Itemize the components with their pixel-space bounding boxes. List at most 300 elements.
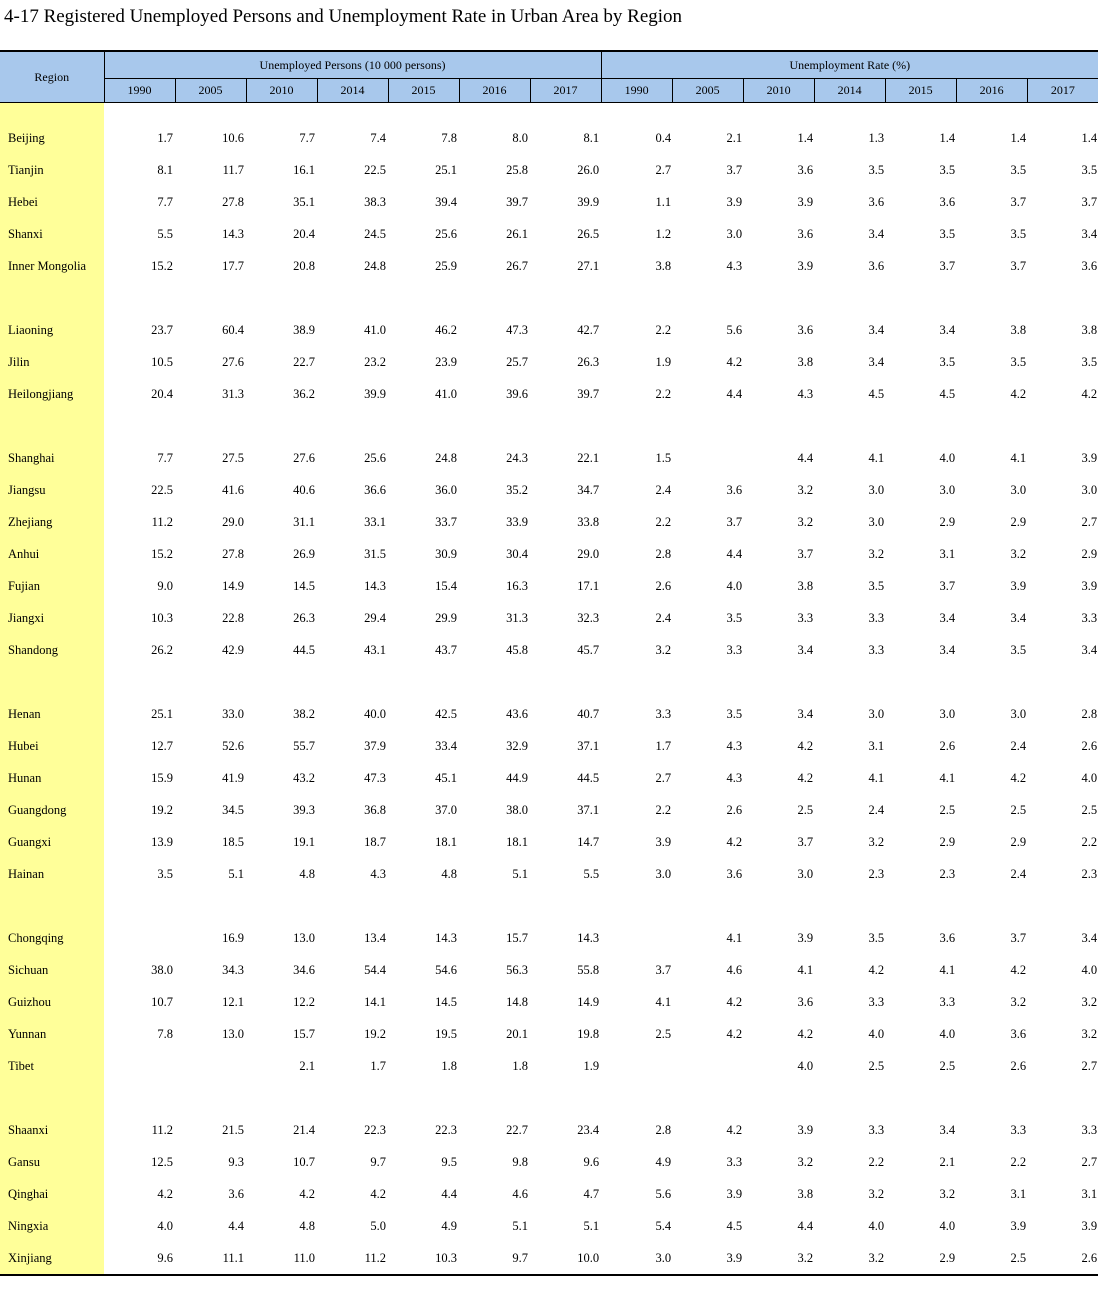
rate-value-cell: 3.2 bbox=[797, 514, 814, 529]
rate-value-cell: 4.2 bbox=[726, 1122, 743, 1137]
persons-value-cell: 21.4 bbox=[293, 1122, 315, 1137]
rate-value-cell: 3.5 bbox=[1010, 354, 1027, 369]
rate-value-cell bbox=[672, 442, 743, 474]
rate-value-cell: 3.9 bbox=[797, 258, 814, 273]
rate-value-cell: 3.0 bbox=[868, 514, 885, 529]
persons-value-cell: 14.5 bbox=[293, 578, 315, 593]
rate-value-cell: 3.4 bbox=[1081, 226, 1098, 241]
blank-cell bbox=[317, 1082, 388, 1114]
blank-cell bbox=[246, 410, 317, 442]
rate-value-cell: 3.4 bbox=[797, 706, 814, 721]
table-row bbox=[0, 474, 1098, 506]
persons-value-cell: 38.2 bbox=[293, 706, 315, 721]
persons-value-cell: 22.5 bbox=[364, 162, 386, 177]
rate-value-cell: 3.4 bbox=[868, 322, 885, 337]
table-row bbox=[0, 698, 1098, 730]
persons-value-cell: 34.5 bbox=[222, 802, 244, 817]
rate-value-cell: 4.4 bbox=[797, 450, 814, 465]
persons-value-cell: 4.8 bbox=[441, 866, 457, 881]
region-name-cell: Jiangsu bbox=[0, 474, 104, 506]
persons-value-cell: 5.1 bbox=[228, 866, 244, 881]
rate-value-cell: 4.0 bbox=[1081, 962, 1098, 977]
persons-value-cell: 35.2 bbox=[506, 482, 528, 497]
rate-value-cell: 3.5 bbox=[1010, 162, 1027, 177]
persons-value-cell: 9.7 bbox=[370, 1154, 386, 1169]
rate-value-cell: 4.0 bbox=[939, 1026, 956, 1041]
rate-value-cell: 3.2 bbox=[868, 1186, 885, 1201]
rate-value-cell: 3.8 bbox=[797, 578, 814, 593]
persons-value-cell: 12.1 bbox=[222, 994, 244, 1009]
persons-value-cell: 14.7 bbox=[577, 834, 600, 849]
rate-value-cell: 4.4 bbox=[726, 546, 743, 561]
persons-value-cell: 27.1 bbox=[577, 258, 600, 273]
blank-cell bbox=[317, 666, 388, 698]
blank-cell bbox=[956, 282, 1027, 314]
rate-value-cell: 3.0 bbox=[868, 706, 885, 721]
persons-value-cell: 25.6 bbox=[435, 226, 457, 241]
rate-value-cell: 3.3 bbox=[868, 1122, 885, 1137]
rate-value-cell: 3.5 bbox=[868, 162, 885, 177]
region-name-cell: Hainan bbox=[0, 858, 104, 890]
region-cell-blank bbox=[0, 103, 104, 123]
blank-cell bbox=[885, 410, 956, 442]
rate-value-cell: 4.2 bbox=[726, 994, 743, 1009]
rate-value-cell: 3.0 bbox=[1010, 482, 1027, 497]
table-row bbox=[0, 154, 1098, 186]
rate-value-cell: 3.9 bbox=[1010, 578, 1027, 593]
persons-value-cell: 43.2 bbox=[293, 770, 315, 785]
persons-value-cell: 47.3 bbox=[506, 322, 528, 337]
persons-value-cell: 9.7 bbox=[459, 1242, 530, 1275]
rate-value-cell: 3.2 bbox=[797, 1154, 814, 1169]
persons-value-cell: 24.8 bbox=[435, 450, 457, 465]
rate-value-cell: 3.2 bbox=[1081, 1026, 1098, 1041]
rate-value-cell: 2.2 bbox=[655, 386, 672, 401]
blank-cell bbox=[743, 890, 814, 922]
rate-value-cell: 3.5 bbox=[1081, 162, 1098, 177]
rate-value-cell: 3.9 bbox=[1081, 450, 1098, 465]
persons-value-cell: 12.7 bbox=[151, 738, 173, 753]
blank-cell bbox=[1027, 666, 1098, 698]
persons-value-cell: 1.8 bbox=[441, 1058, 457, 1073]
table-row bbox=[0, 538, 1098, 570]
rate-value-cell: 4.0 bbox=[939, 1218, 956, 1233]
persons-value-cell: 33.0 bbox=[222, 706, 244, 721]
region-cell-blank bbox=[0, 666, 104, 698]
rate-value-cell: 3.9 bbox=[655, 834, 672, 849]
persons-value-cell: 33.4 bbox=[435, 738, 457, 753]
persons-value-cell: 54.4 bbox=[364, 962, 386, 977]
persons-value-cell: 40.6 bbox=[293, 482, 315, 497]
persons-value-cell: 4.4 bbox=[228, 1218, 244, 1233]
persons-value-cell: 16.1 bbox=[293, 162, 315, 177]
persons-value-cell: 2.1 bbox=[299, 1058, 315, 1073]
rate-value-cell: 4.2 bbox=[797, 738, 814, 753]
persons-value-cell: 8.1 bbox=[583, 130, 600, 145]
rate-value-cell: 3.6 bbox=[1081, 258, 1098, 273]
table-row bbox=[0, 858, 1098, 890]
table-row bbox=[0, 634, 1098, 666]
rate-value-cell: 2.4 bbox=[655, 610, 672, 625]
year-header-persons-2014: 2014 bbox=[317, 79, 388, 103]
table-row bbox=[0, 346, 1098, 378]
persons-value-cell: 10.6 bbox=[222, 130, 244, 145]
persons-value-cell: 10.0 bbox=[530, 1242, 601, 1275]
persons-value-cell: 14.3 bbox=[577, 930, 600, 945]
table-row bbox=[0, 826, 1098, 858]
rate-value-cell: 3.5 bbox=[1010, 226, 1027, 241]
persons-value-cell: 32.9 bbox=[506, 738, 528, 753]
rate-value-cell: 3.1 bbox=[868, 738, 885, 753]
rate-value-cell: 3.7 bbox=[726, 162, 743, 177]
persons-value-cell: 4.9 bbox=[441, 1218, 457, 1233]
persons-value-cell: 31.3 bbox=[222, 386, 244, 401]
blank-cell bbox=[317, 410, 388, 442]
rate-value-cell: 2.8 bbox=[655, 546, 672, 561]
blank-cell bbox=[175, 103, 246, 123]
persons-value-cell bbox=[104, 1050, 175, 1082]
persons-value-cell: 25.8 bbox=[506, 162, 528, 177]
persons-value-cell: 20.4 bbox=[293, 226, 315, 241]
persons-value-cell: 5.5 bbox=[583, 866, 600, 881]
year-header-persons-2015: 2015 bbox=[388, 79, 459, 103]
rate-value-cell: 3.8 bbox=[1010, 322, 1027, 337]
table-row bbox=[0, 506, 1098, 538]
region-name-cell: Shaanxi bbox=[0, 1114, 104, 1146]
rate-value-cell: 2.6 bbox=[655, 578, 672, 593]
rate-value-cell: 2.2 bbox=[868, 1154, 885, 1169]
table-row bbox=[0, 730, 1098, 762]
rate-value-cell bbox=[601, 1050, 672, 1082]
rate-value-cell: 3.0 bbox=[655, 866, 672, 881]
blank-cell bbox=[1027, 890, 1098, 922]
persons-value-cell: 10.7 bbox=[293, 1154, 315, 1169]
region-name-cell: Guangxi bbox=[0, 826, 104, 858]
rate-value-cell: 3.3 bbox=[797, 610, 814, 625]
rate-value-cell: 4.3 bbox=[726, 738, 743, 753]
unemployment-table bbox=[0, 50, 1098, 1276]
rate-value-cell: 3.7 bbox=[939, 258, 956, 273]
blank-cell bbox=[459, 282, 530, 314]
region-name-cell: Hunan bbox=[0, 762, 104, 794]
persons-value-cell: 21.5 bbox=[222, 1122, 244, 1137]
blank-cell bbox=[601, 666, 672, 698]
persons-value-cell: 41.0 bbox=[364, 322, 386, 337]
persons-value-cell: 4.2 bbox=[157, 1186, 173, 1201]
blank-cell bbox=[246, 890, 317, 922]
table-row bbox=[0, 1146, 1098, 1178]
persons-value-cell: 5.1 bbox=[512, 866, 528, 881]
persons-value-cell: 16.3 bbox=[506, 578, 528, 593]
blank-cell bbox=[459, 1082, 530, 1114]
rate-value-cell: 3.4 bbox=[1081, 642, 1098, 657]
rate-value-cell: 2.9 bbox=[1010, 834, 1027, 849]
rate-value-cell: 4.2 bbox=[797, 770, 814, 785]
persons-value-cell: 19.8 bbox=[577, 1026, 600, 1041]
rate-value-cell: 3.9 bbox=[797, 1122, 814, 1137]
persons-value-cell: 26.7 bbox=[506, 258, 528, 273]
rate-value-cell: 1.4 bbox=[1010, 130, 1027, 145]
rate-value-cell: 4.3 bbox=[726, 258, 743, 273]
persons-value-cell: 22.7 bbox=[293, 354, 315, 369]
rate-value-cell bbox=[601, 922, 672, 954]
persons-value-cell: 1.7 bbox=[370, 1058, 386, 1073]
persons-value-cell: 14.5 bbox=[435, 994, 457, 1009]
rate-value-cell: 2.9 bbox=[939, 514, 956, 529]
rate-value-cell: 4.2 bbox=[797, 1026, 814, 1041]
blank-cell bbox=[601, 410, 672, 442]
region-name-cell: Inner Mongolia bbox=[0, 250, 104, 282]
persons-value-cell: 1.9 bbox=[583, 1058, 600, 1073]
table-row bbox=[0, 1178, 1098, 1210]
region-name-cell: Beijing bbox=[0, 122, 104, 154]
persons-value-cell: 34.7 bbox=[577, 482, 600, 497]
persons-value-cell: 12.2 bbox=[293, 994, 315, 1009]
rate-value-cell: 3.3 bbox=[868, 642, 885, 657]
rate-value-cell: 1.7 bbox=[655, 738, 672, 753]
blank-cell bbox=[104, 282, 175, 314]
table-row bbox=[0, 762, 1098, 794]
rate-value-cell: 3.5 bbox=[726, 706, 743, 721]
blank-cell bbox=[743, 410, 814, 442]
blank-cell bbox=[388, 666, 459, 698]
blank-cell bbox=[388, 103, 459, 123]
table-row bbox=[0, 1050, 1098, 1082]
blank-cell bbox=[814, 282, 885, 314]
persons-value-cell: 5.1 bbox=[512, 1218, 528, 1233]
persons-value-cell: 37.1 bbox=[577, 802, 600, 817]
blank-cell bbox=[104, 410, 175, 442]
blank-cell bbox=[104, 1082, 175, 1114]
persons-value-cell: 12.5 bbox=[151, 1154, 173, 1169]
persons-value-cell: 39.7 bbox=[577, 386, 600, 401]
year-header-persons-2005: 2005 bbox=[175, 79, 246, 103]
rate-value-cell: 3.4 bbox=[939, 1122, 956, 1137]
persons-value-cell: 26.5 bbox=[577, 226, 600, 241]
rate-value-cell: 4.3 bbox=[797, 386, 814, 401]
region-name-cell: Zhejiang bbox=[0, 506, 104, 538]
table-row bbox=[0, 378, 1098, 410]
persons-value-cell: 10.3 bbox=[388, 1242, 459, 1275]
table-body bbox=[0, 103, 1098, 1276]
rate-value-cell: 3.0 bbox=[601, 1242, 672, 1275]
persons-value-cell: 3.6 bbox=[228, 1186, 244, 1201]
region-name-cell: Ningxia bbox=[0, 1210, 104, 1242]
table-row bbox=[0, 794, 1098, 826]
table-row bbox=[0, 122, 1098, 154]
blank-cell bbox=[388, 890, 459, 922]
persons-value-cell: 26.0 bbox=[577, 162, 600, 177]
region-name-cell: Liaoning bbox=[0, 314, 104, 346]
rate-value-cell: 4.1 bbox=[868, 770, 885, 785]
rate-value-cell: 3.1 bbox=[1010, 1186, 1027, 1201]
persons-value-cell: 9.5 bbox=[441, 1154, 457, 1169]
persons-value-cell: 27.8 bbox=[222, 546, 244, 561]
blank-cell bbox=[104, 103, 175, 123]
persons-value-cell: 43.6 bbox=[506, 706, 528, 721]
persons-value-cell: 11.0 bbox=[246, 1242, 317, 1275]
rate-value-cell: 5.6 bbox=[655, 1186, 672, 1201]
persons-value-cell: 26.2 bbox=[151, 642, 173, 657]
region-cell-blank bbox=[0, 890, 104, 922]
blank-cell bbox=[956, 890, 1027, 922]
rate-value-cell: 4.0 bbox=[939, 450, 956, 465]
table-header bbox=[0, 51, 1098, 103]
region-column-header: Region bbox=[0, 51, 104, 103]
persons-value-cell: 7.7 bbox=[299, 130, 315, 145]
persons-value-cell: 24.3 bbox=[506, 450, 528, 465]
persons-value-cell: 30.4 bbox=[506, 546, 528, 561]
persons-value-cell: 20.8 bbox=[293, 258, 315, 273]
blank-cell bbox=[885, 666, 956, 698]
persons-value-cell: 36.6 bbox=[364, 482, 386, 497]
rate-value-cell: 2.4 bbox=[868, 802, 885, 817]
rate-value-cell: 2.9 bbox=[939, 834, 956, 849]
rate-value-cell: 4.0 bbox=[1081, 770, 1098, 785]
rate-value-cell: 4.2 bbox=[1010, 962, 1027, 977]
table-row bbox=[0, 1210, 1098, 1242]
rate-value-cell: 2.6 bbox=[1081, 738, 1098, 753]
persons-value-cell: 23.9 bbox=[435, 354, 457, 369]
blank-cell bbox=[104, 666, 175, 698]
table-row bbox=[0, 1018, 1098, 1050]
persons-value-cell: 4.3 bbox=[370, 866, 386, 881]
rate-value-cell: 3.4 bbox=[939, 642, 956, 657]
persons-value-cell: 39.9 bbox=[577, 194, 600, 209]
persons-value-cell: 22.5 bbox=[151, 482, 173, 497]
blank-cell bbox=[530, 890, 601, 922]
rate-value-cell: 3.9 bbox=[672, 1242, 743, 1275]
persons-value-cell: 19.2 bbox=[151, 802, 173, 817]
persons-value-cell: 7.7 bbox=[157, 194, 173, 209]
rate-value-cell: 2.5 bbox=[939, 1058, 956, 1073]
persons-value-cell: 4.4 bbox=[441, 1186, 457, 1201]
persons-value-cell: 4.2 bbox=[299, 1186, 315, 1201]
persons-value-cell: 15.7 bbox=[506, 930, 528, 945]
region-name-cell: Chongqing bbox=[0, 922, 104, 954]
blank-cell bbox=[1027, 410, 1098, 442]
blank-cell bbox=[814, 103, 885, 123]
persons-value-cell: 60.4 bbox=[222, 322, 244, 337]
rate-value-cell: 4.0 bbox=[797, 1058, 814, 1073]
rate-value-cell: 2.8 bbox=[1081, 706, 1098, 721]
rate-value-cell: 1.4 bbox=[797, 130, 814, 145]
rate-value-cell: 3.7 bbox=[655, 962, 672, 977]
persons-value-cell: 19.5 bbox=[435, 1026, 457, 1041]
persons-value-cell: 15.4 bbox=[435, 578, 457, 593]
rate-value-cell: 3.6 bbox=[726, 866, 743, 881]
blank-cell bbox=[814, 890, 885, 922]
persons-value-cell: 11.7 bbox=[222, 162, 244, 177]
blank-cell bbox=[1027, 282, 1098, 314]
persons-value-cell: 22.8 bbox=[222, 610, 244, 625]
region-name-cell: Fujian bbox=[0, 570, 104, 602]
rate-value-cell: 4.2 bbox=[1081, 386, 1098, 401]
persons-value-cell: 29.0 bbox=[577, 546, 600, 561]
year-header-persons-2017: 2017 bbox=[530, 79, 601, 103]
rate-value-cell: 2.9 bbox=[885, 1242, 956, 1275]
year-header-persons-1990: 1990 bbox=[104, 79, 175, 103]
rate-value-cell: 3.6 bbox=[797, 162, 814, 177]
unemployed-persons-group-header: Unemployed Persons (10 000 persons) bbox=[104, 51, 601, 79]
rate-value-cell: 3.2 bbox=[743, 1242, 814, 1275]
rate-value-cell: 3.4 bbox=[1081, 930, 1098, 945]
persons-value-cell: 20.4 bbox=[151, 386, 173, 401]
blank-cell bbox=[459, 890, 530, 922]
persons-value-cell: 23.2 bbox=[364, 354, 386, 369]
rate-value-cell: 1.1 bbox=[655, 194, 672, 209]
persons-value-cell: 30.9 bbox=[435, 546, 457, 561]
persons-value-cell: 44.5 bbox=[293, 642, 315, 657]
persons-value-cell: 25.6 bbox=[364, 450, 386, 465]
year-header-rate-2010: 2010 bbox=[743, 79, 814, 103]
persons-value-cell: 4.8 bbox=[299, 866, 315, 881]
persons-value-cell: 38.9 bbox=[293, 322, 315, 337]
persons-value-cell: 29.9 bbox=[435, 610, 457, 625]
rate-value-cell: 3.3 bbox=[868, 610, 885, 625]
rate-value-cell: 3.8 bbox=[1081, 322, 1098, 337]
rate-value-cell: 3.3 bbox=[868, 994, 885, 1009]
persons-value-cell: 13.4 bbox=[364, 930, 386, 945]
persons-value-cell: 25.7 bbox=[506, 354, 528, 369]
table-row bbox=[0, 922, 1098, 954]
persons-value-cell: 22.7 bbox=[506, 1122, 528, 1137]
rate-value-cell: 4.5 bbox=[868, 386, 885, 401]
blank-cell bbox=[530, 1082, 601, 1114]
rate-value-cell: 3.2 bbox=[939, 1186, 956, 1201]
rate-value-cell: 4.0 bbox=[726, 578, 743, 593]
rate-value-cell: 3.7 bbox=[1010, 194, 1027, 209]
year-header-rate-1990: 1990 bbox=[601, 79, 672, 103]
persons-value-cell: 22.1 bbox=[577, 450, 600, 465]
rate-value-cell: 3.6 bbox=[868, 258, 885, 273]
table-row bbox=[0, 314, 1098, 346]
blank-cell bbox=[743, 103, 814, 123]
region-name-cell: Yunnan bbox=[0, 1018, 104, 1050]
rate-value-cell: 2.9 bbox=[1081, 546, 1098, 561]
persons-value-cell bbox=[175, 1050, 246, 1082]
rate-value-cell: 3.7 bbox=[1081, 194, 1098, 209]
rate-value-cell: 2.2 bbox=[655, 802, 672, 817]
persons-value-cell: 29.4 bbox=[364, 610, 386, 625]
rate-value-cell: 3.4 bbox=[939, 610, 956, 625]
persons-value-cell: 4.2 bbox=[370, 1186, 386, 1201]
rate-value-cell: 3.5 bbox=[1081, 354, 1098, 369]
persons-value-cell: 41.9 bbox=[222, 770, 244, 785]
rate-value-cell: 3.0 bbox=[939, 706, 956, 721]
persons-value-cell: 43.1 bbox=[364, 642, 386, 657]
persons-value-cell: 9.8 bbox=[512, 1154, 528, 1169]
group-spacer-row bbox=[0, 282, 1098, 314]
rate-value-cell: 3.0 bbox=[868, 482, 885, 497]
year-header-rate-2016: 2016 bbox=[956, 79, 1027, 103]
rate-value-cell: 3.5 bbox=[939, 226, 956, 241]
rate-value-cell: 3.0 bbox=[1081, 482, 1098, 497]
blank-cell bbox=[459, 666, 530, 698]
persons-value-cell: 18.5 bbox=[222, 834, 244, 849]
blank-cell bbox=[530, 666, 601, 698]
blank-cell bbox=[530, 410, 601, 442]
blank-cell bbox=[672, 103, 743, 123]
persons-value-cell: 40.7 bbox=[577, 706, 600, 721]
persons-value-cell: 37.0 bbox=[435, 802, 457, 817]
blank-cell bbox=[388, 410, 459, 442]
group-spacer-row bbox=[0, 666, 1098, 698]
persons-value-cell: 42.7 bbox=[577, 322, 600, 337]
blank-cell bbox=[459, 410, 530, 442]
persons-value-cell: 22.3 bbox=[364, 1122, 386, 1137]
rate-value-cell: 3.0 bbox=[1010, 706, 1027, 721]
